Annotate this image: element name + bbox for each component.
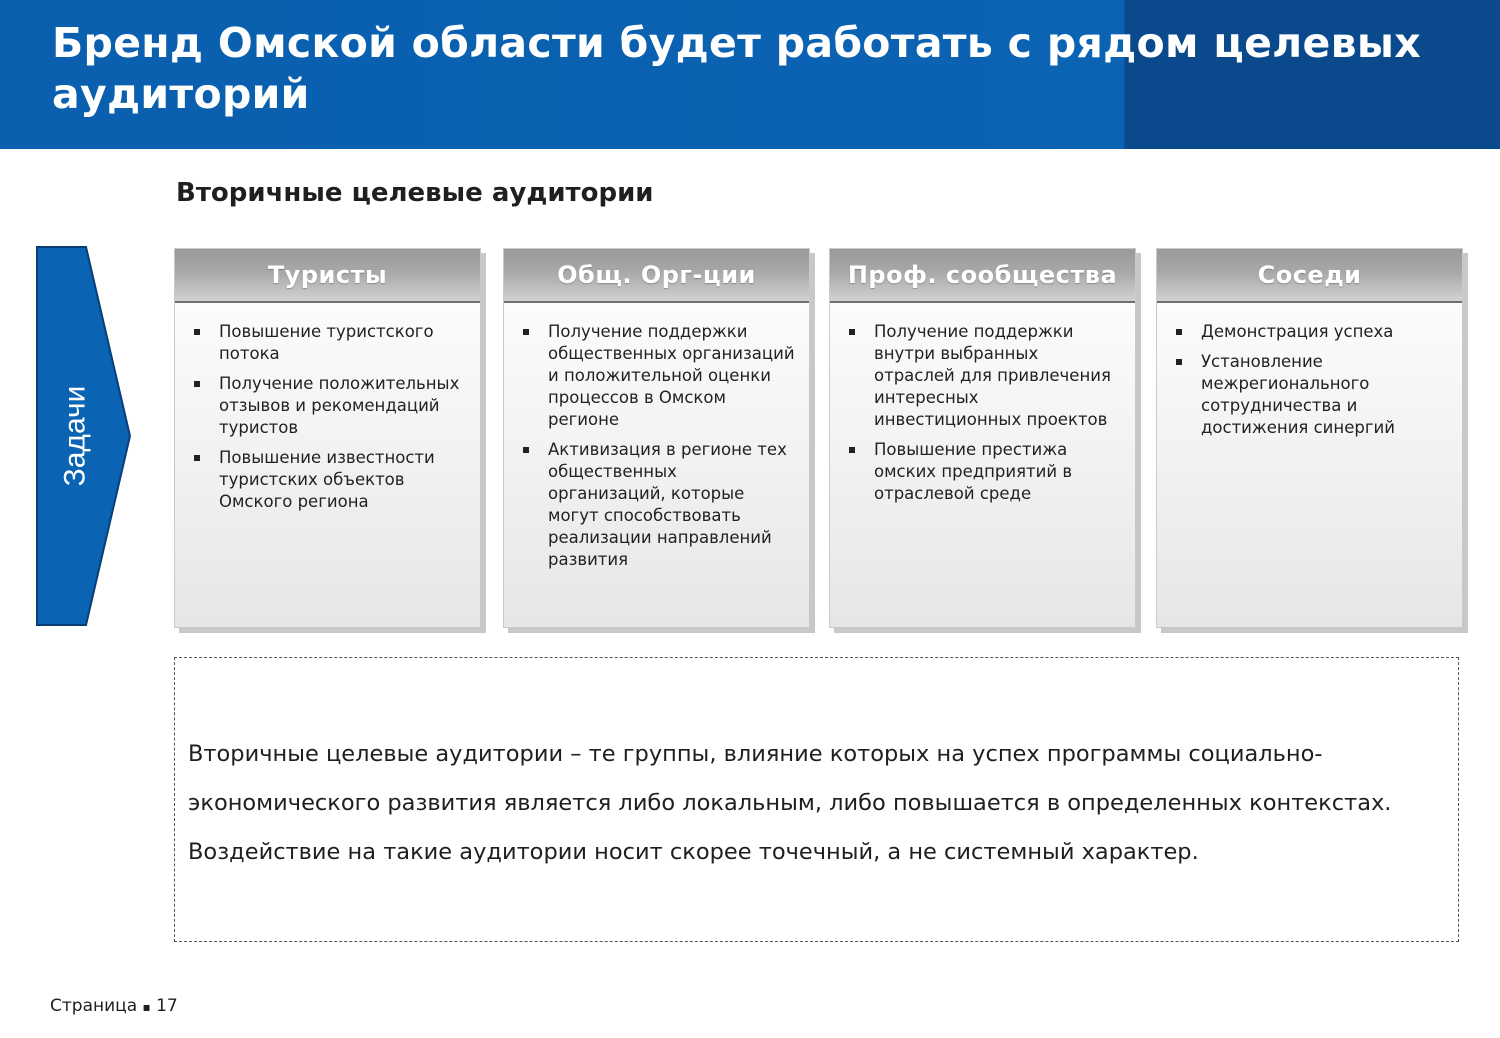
card-task-list bbox=[175, 303, 480, 513]
page-title: Бренд Омской области будет работать с рядом целевых аудиторий bbox=[52, 19, 1421, 118]
tasks-label-wrapper bbox=[36, 246, 114, 626]
card-task-list bbox=[504, 303, 809, 571]
footer-separator: ▪ bbox=[142, 1000, 151, 1014]
task-item: Получение поддержки внутри выбранных отраслей для привлечения интересных инвестиционных проектов bbox=[844, 321, 1121, 431]
task-item: Получение положительных отзывов и рекомендаций туристов bbox=[189, 373, 466, 439]
audience-card-public-orgs bbox=[503, 248, 810, 628]
task-item: Установление межрегионального сотрудничества и достижения синергий bbox=[1171, 351, 1448, 439]
audience-card-neighbors bbox=[1156, 248, 1463, 628]
page-footer bbox=[50, 996, 178, 1016]
tasks-label: Задачи bbox=[58, 385, 92, 487]
card-title: Проф. сообщества bbox=[830, 249, 1135, 303]
task-item: Повышение престижа омских предприятий в отраслевой среде bbox=[844, 439, 1121, 505]
page-number: 17 bbox=[156, 996, 178, 1016]
task-item: Активизация в регионе тех общественных организаций, которые могут способствовать реализации направлений развития bbox=[518, 439, 795, 571]
audience-card-tourists bbox=[174, 248, 481, 628]
card-title: Туристы bbox=[175, 249, 480, 303]
task-item: Демонстрация успеха bbox=[1171, 321, 1448, 343]
card-task-list bbox=[830, 303, 1135, 505]
section-subtitle: Вторичные целевые аудитории bbox=[176, 178, 654, 208]
definition-text: Вторичные целевые аудитории – те группы, влияние которых на успех программы социально-экономического развития является либо локальным, либо повышается в определенных контекстах. Воздействие на такие аудитории носит скорее точечный, а не системный характер. bbox=[188, 741, 1392, 865]
title-banner bbox=[0, 0, 1500, 149]
task-item: Повышение известности туристских объектов Омского региона bbox=[189, 447, 466, 513]
footer-label: Страница bbox=[50, 996, 138, 1016]
card-title: Общ. Орг-ции bbox=[504, 249, 809, 303]
card-task-list bbox=[1157, 303, 1462, 439]
card-title: Соседи bbox=[1157, 249, 1462, 303]
task-item: Повышение туристского потока bbox=[189, 321, 466, 365]
task-item: Получение поддержки общественных организаций и положительной оценки процессов в Омском регионе bbox=[518, 321, 795, 431]
audience-card-prof-communities bbox=[829, 248, 1136, 628]
